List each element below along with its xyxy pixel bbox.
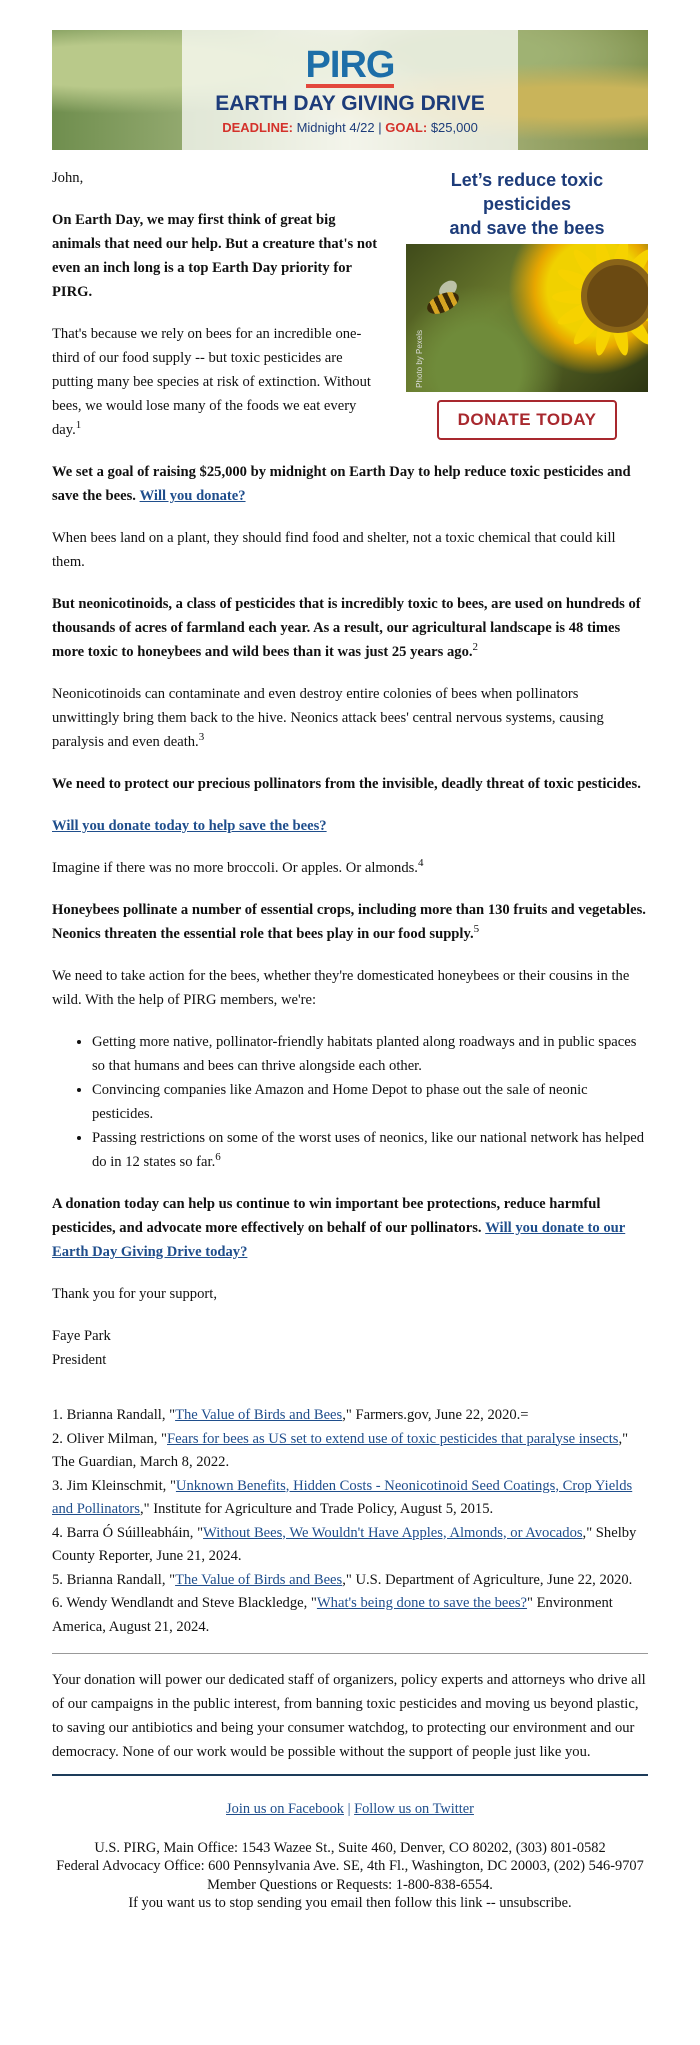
list-item: • Passing restrictions on some of the worst uses of neonics, like our national network has helped do in 12 states so far.$^6$ xyxy=(92,1126,648,1174)
divider xyxy=(52,1653,648,1654)
paragraph-honeybees: Honeybees pollinate a number of essential crops, including more than 130 fruits and vegetables. Neonics threaten the essential role that bees play in our food supply.$^5$ xyxy=(52,902,646,942)
social-links xyxy=(52,1800,648,1819)
photo-credit: Photo by Pexels xyxy=(415,330,424,388)
footnote-link[interactable]: What's being done to save the bees? xyxy=(316,1595,528,1611)
goal-value: $25,000 xyxy=(430,120,478,135)
paragraph-protect: We need to protect our precious pollinators from the invisible, deadly threat of toxic pesticides. xyxy=(52,776,641,792)
banner-title: EARTH DAY GIVING DRIVE xyxy=(215,92,485,115)
sunflower-center xyxy=(581,259,648,333)
signature xyxy=(52,1324,648,1372)
list-item: • Convincing companies like Amazon and Home Depot to phase out the sale of neonic pesticides. xyxy=(92,1078,648,1126)
footer xyxy=(52,1800,648,1913)
paragraph-intro: On Earth Day, we may first think of great big animals that need our help. But a creature that's not even an inch long is a top Earth Day priority for PIRG. xyxy=(52,212,378,300)
footnote: 3. Jim Kleinschmit, "Unknown Benefits, Hidden Costs - Neonicotinoid Seed Coatings, Crop Yields and Pollinators," Institute for Agriculture and Trade Policy, August 5, 2015. xyxy=(52,1477,633,1517)
footnote: 5. Brianna Randall, "The Value of Birds and Bees," U.S. Department of Agriculture, June 22, 2020. xyxy=(52,1571,633,1588)
mission-statement: Your donation will power our dedicated staff of organizers, policy experts and attorneys who drive all of our campaigns in the public interest, from banning toxic pesticides and moving us beyond plastic, to saving our antibiotics and being your consumer watchdog, to protecting our environment and our democracy. None of our work would be possible without the support of people just like you. xyxy=(52,1672,646,1760)
banner-separator: | xyxy=(378,120,382,135)
paragraph-donate-link xyxy=(52,814,648,838)
paragraph-contaminate: Neonicotinoids can contaminate and even destroy entire colonies of bees when pollinators unwittingly bring them back to the hive. Neonics attack bees' central nervous systems, causing paralysis and even death.$^3$ xyxy=(52,686,604,750)
deadline-label: DEADLINE: xyxy=(222,120,293,135)
federal-office: Federal Advocacy Office: 600 Pennsylvania Ave. SE, 4th Fl., Washington, DC 20003, (202) 546-9707 xyxy=(56,1858,644,1874)
footnote-link[interactable]: Without Bees, We Wouldn't Have Apples, Almonds, or Avocados xyxy=(203,1524,583,1541)
footnote: 4. Barra Ó Súilleabháin, "Without Bees, We Wouldn't Have Apples, Almonds, or Avocados," Shelby County Reporter, June 21, 2024. xyxy=(52,1524,637,1564)
thanks-line: Thank you for your support, xyxy=(52,1286,217,1302)
footnotes xyxy=(52,1404,648,1639)
paragraph-goal: We set a goal of raising $25,000 by midnight on Earth Day to help reduce toxic pesticides and save the bees. Will you donate? xyxy=(52,464,631,504)
email-container xyxy=(52,0,648,1913)
paragraph-donation-help: A donation today can help us continue to win important bee protections, reduce harmful pesticides, and advocate more effectively on behalf of our pollinators. Will you donate to our Earth Day Giving Drive today? xyxy=(52,1196,626,1260)
sidebar-headline: Let’s reduce toxic pesticides and save the bees xyxy=(449,170,605,238)
social-divider: | xyxy=(347,1801,351,1817)
paragraph-neonicotinoids: But neonicotinoids, a class of pesticides that is incredibly toxic to bees, are used on hundreds of thousands of acres of farmland each year. As a result, our agricultural landscape is 48 times more toxic to honeybees and wild bees than it was just 25 years ago.$^2$ xyxy=(52,596,641,660)
paragraph-food-supply: That's because we rely on bees for an incredible one-third of our food supply -- but toxic pesticides are putting many bee species at risk of extinction. Without bees, we would lose many of the foods we eat every day.$^1$ xyxy=(52,326,371,438)
footnote-link[interactable]: The Value of Birds and Bees xyxy=(175,1571,343,1588)
member-questions: Member Questions or Requests: 1-800-838-6554. xyxy=(207,1876,493,1893)
footer-divider xyxy=(52,1774,648,1776)
paragraph-imagine: Imagine if there was no more broccoli. Or apples. Or almonds.$^4$ xyxy=(52,857,424,876)
bee-icon xyxy=(424,288,462,319)
giving-drive-link[interactable]: Will you donate to our Earth Day Giving Drive today? xyxy=(52,1220,626,1260)
signer-title: President xyxy=(52,1352,107,1368)
footnote: 1. Brianna Randall, "The Value of Birds and Bees," Farmers.gov, June 22, 2020.= xyxy=(52,1407,529,1423)
facebook-link[interactable]: Join us on Facebook xyxy=(226,1801,344,1817)
main-office: U.S. PIRG, Main Office: 1543 Wazee St., Suite 460, Denver, CO 80202, (303) 801-0582 xyxy=(94,1839,606,1856)
goal-label: GOAL: xyxy=(385,120,428,135)
signer-name: Faye Park xyxy=(52,1328,111,1344)
will-you-donate-link[interactable]: Will you donate? xyxy=(139,488,246,504)
deadline-value: Midnight 4/22 xyxy=(296,120,375,135)
twitter-link[interactable]: Follow us on Twitter xyxy=(354,1801,474,1817)
action-list xyxy=(52,1030,648,1174)
footnote-link[interactable]: The Value of Birds and Bees xyxy=(175,1407,343,1423)
unsubscribe-line[interactable]: If you want us to stop sending you email then follow this link -- unsubscribe. xyxy=(128,1895,572,1911)
footnote: 2. Oliver Milman, "Fears for bees as US set to extend use of toxic pesticides that paralyse insects," The Guardian, March 8, 2022. xyxy=(52,1430,629,1470)
banner-deadline-goal xyxy=(52,120,648,135)
paragraph-take-action: We need to take action for the bees, whether they're domesticated honeybees or their cousins in the wild. With the help of PIRG members, we're: xyxy=(52,968,630,1008)
donate-today-button[interactable]: DONATE TODAY xyxy=(437,400,617,440)
sidebar-callout xyxy=(406,166,648,440)
paragraph-bees-land: When bees land on a plant, they should find food and shelter, not a toxic chemical that could kill them. xyxy=(52,530,616,570)
email-body xyxy=(52,166,648,1372)
list-item: • Getting more native, pollinator-friendly habitats planted along roadways and in public spaces so that humans and bees can thrive alongside each other. xyxy=(92,1030,648,1078)
pirg-logo: PIRG xyxy=(305,44,395,86)
donate-save-bees-link[interactable]: Will you donate today to help save the bees? xyxy=(52,818,327,834)
footnote: 6. Wendy Wendlandt and Steve Blackledge, "What's being done to save the bees?" Environment America, August 21, 2024. xyxy=(52,1595,613,1635)
salutation: John, xyxy=(52,170,84,186)
bee-sunflower-photo[interactable] xyxy=(406,244,648,392)
header-banner[interactable] xyxy=(52,30,648,150)
footnote-link[interactable]: Unknown Benefits, Hidden Costs - Neonicotinoid Seed Coatings, Crop Yields and Pollinators xyxy=(52,1477,633,1517)
footnote-link[interactable]: Fears for bees as US set to extend use of toxic pesticides that paralyse insects xyxy=(167,1430,619,1447)
